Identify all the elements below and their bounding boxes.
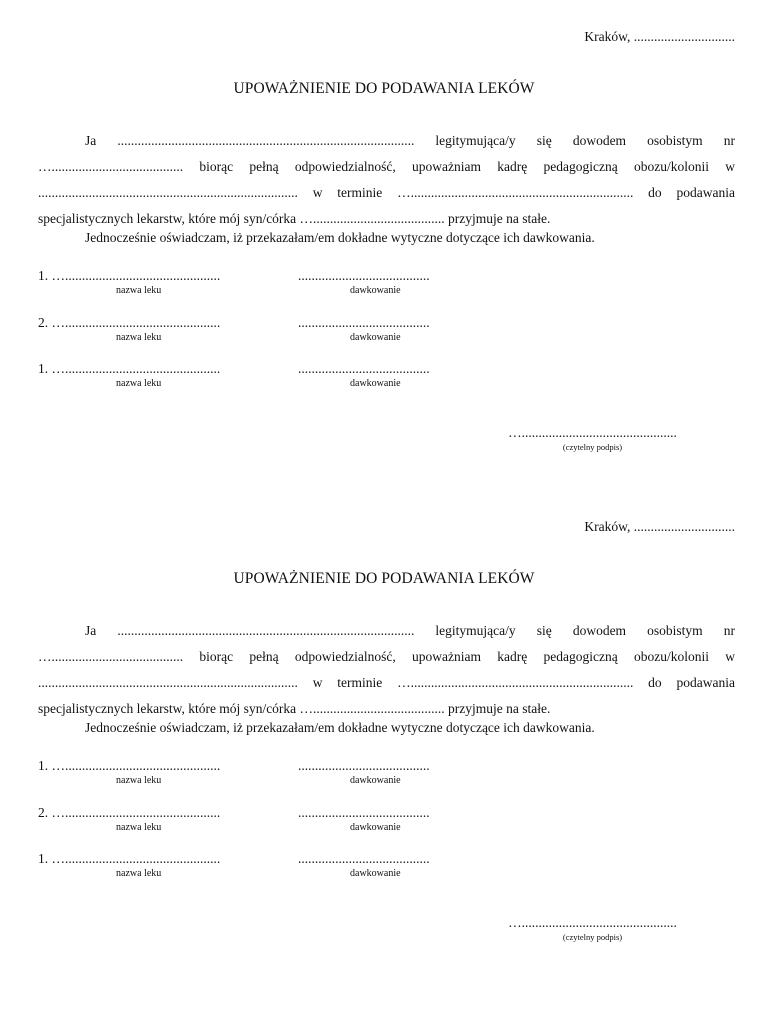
medication-name-label: nazwa leku [116, 868, 162, 879]
signature-label: (czytelny podpis) [562, 932, 623, 942]
authorization-paragraph [38, 618, 735, 722]
signature-label: (czytelny podpis) [562, 442, 623, 452]
medication-name-label: nazwa leku [116, 775, 162, 786]
form-title: UPOWAŻNIENIE DO PODAWANIA LEKÓW [233, 570, 535, 587]
medication-row [38, 758, 468, 788]
medication-name-label: nazwa leku [116, 822, 162, 833]
signature-field[interactable]: ….............................................. [508, 425, 677, 440]
medication-dose-label: dawkowanie [350, 868, 401, 879]
form-title: UPOWAŻNIENIE DO PODAWANIA LEKÓW [233, 80, 535, 97]
medication-dose-label: dawkowanie [350, 822, 401, 833]
place-date-field[interactable]: Kraków, .............................. [584, 519, 735, 534]
dosage-declaration: Jednocześnie oświadczam, iż przekazałam/em dokładne wytyczne dotyczące ich dawkowania. [85, 230, 595, 245]
signature-block [490, 425, 695, 452]
medication-dose-field[interactable]: ....................................... [298, 851, 430, 866]
signature-block [490, 915, 695, 942]
medication-row [38, 268, 468, 298]
medication-name-label: nazwa leku [116, 285, 162, 296]
authorization-text[interactable]: Ja ........................................................................................ legitymująca/y się dowodem osobistym nr …....................................... biorąc pełną odpowiedzialność, upoważniam kadrę pedagogiczną obozu/kolonii w ............................................................................. w terminie ….................................................................. do podawania specjalistycznych lekarstw, które mój syn/córka …....................................... przyjmuje na stałe. [38, 623, 735, 716]
medication-row [38, 805, 468, 835]
medication-dose-label: dawkowanie [350, 378, 401, 389]
medication-dose-field[interactable]: ....................................... [298, 805, 430, 820]
medication-dose-field[interactable]: ....................................... [298, 268, 430, 283]
signature-field[interactable]: ….............................................. [508, 915, 677, 930]
medication-row [38, 315, 468, 345]
medication-name-field[interactable]: 1. ….............................................. [38, 851, 221, 866]
medication-row [38, 851, 468, 881]
medication-name-label: nazwa leku [116, 332, 162, 343]
medication-name-field[interactable]: 1. ….............................................. [38, 268, 221, 283]
authorization-paragraph [38, 128, 735, 232]
medication-name-field[interactable]: 2. ….............................................. [38, 315, 221, 330]
medication-dose-field[interactable]: ....................................... [298, 361, 430, 376]
medication-dose-field[interactable]: ....................................... [298, 758, 430, 773]
medication-name-field[interactable]: 2. ….............................................. [38, 805, 221, 820]
medication-dose-label: dawkowanie [350, 775, 401, 786]
authorization-text[interactable]: Ja ........................................................................................ legitymująca/y się dowodem osobistym nr …....................................... biorąc pełną odpowiedzialność, upoważniam kadrę pedagogiczną obozu/kolonii w ............................................................................. w terminie ….................................................................. do podawania specjalistycznych lekarstw, które mój syn/córka …....................................... przyjmuje na stałe. [38, 133, 735, 226]
dosage-declaration: Jednocześnie oświadczam, iż przekazałam/em dokładne wytyczne dotyczące ich dawkowania. [85, 720, 595, 735]
medication-row [38, 361, 468, 391]
medication-name-field[interactable]: 1. ….............................................. [38, 361, 221, 376]
medication-dose-label: dawkowanie [350, 285, 401, 296]
medication-name-label: nazwa leku [116, 378, 162, 389]
medication-name-field[interactable]: 1. ….............................................. [38, 758, 221, 773]
place-date-field[interactable]: Kraków, .............................. [584, 29, 735, 44]
medication-dose-label: dawkowanie [350, 332, 401, 343]
medication-dose-field[interactable]: ....................................... [298, 315, 430, 330]
